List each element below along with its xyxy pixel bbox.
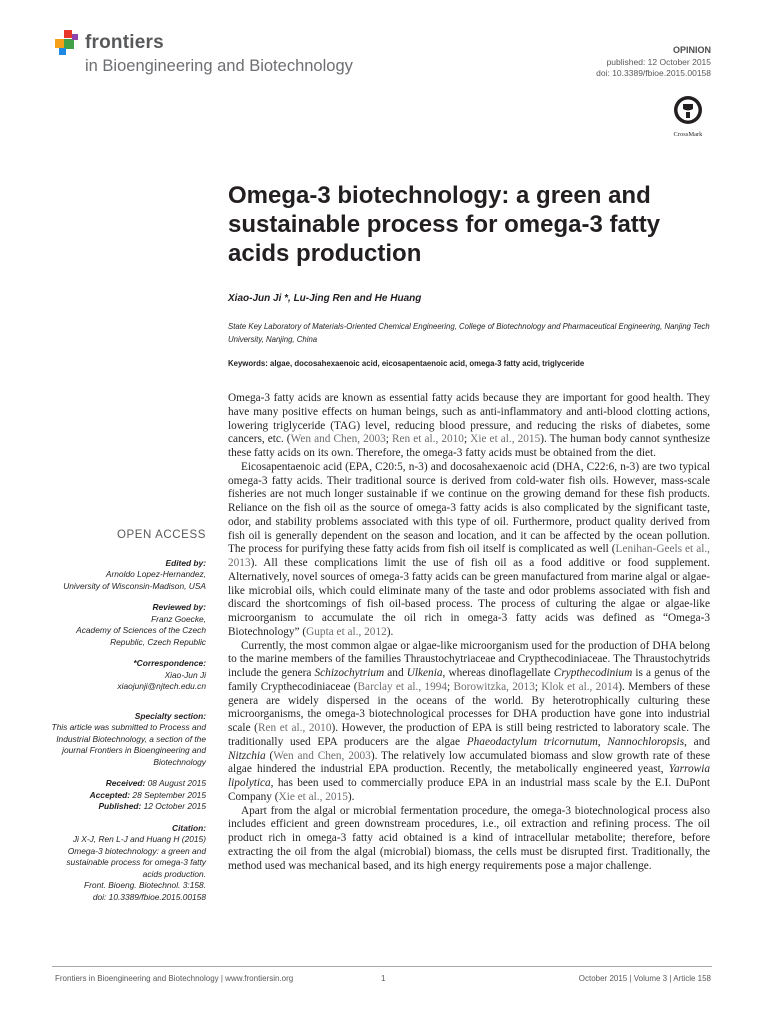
reviewed-by-label: Reviewed by: [152, 602, 206, 612]
brand-name: frontiers [85, 32, 164, 53]
article-meta [596, 45, 711, 79]
reviewer-name: Franz Goecke, [151, 613, 206, 624]
journal-name: in Bioengineering and Biotechnology [85, 57, 353, 75]
footer-issue: October 2015 | Volume 3 | Article 158 [578, 974, 711, 983]
article-title: Omega-3 biotechnology: a green and sustainable process for omega-3 fatty acids production [228, 182, 661, 267]
specialty-section [50, 711, 206, 769]
keywords [228, 359, 584, 368]
accepted-line [50, 790, 206, 802]
correspondence [50, 658, 206, 693]
article-type: OPINION [672, 45, 711, 55]
paragraph-3: Currently, the most common algae or algae-like microorganism used for the production of DHA belong to the marine members of the families Thraustochytriaceae and Crypthecodiniaceae. The Thraustochytrids include the genera Schizochytrium and Ulkenia, whereas dinoflagellate Crypthecodinium is a genus of the family Crypthecodiniaceae (Barclay et al., 1994; Borowitzka, 2013; Klok et al., 2014). Members of these genera are widely dispersed in the oceans of the world. By heterotrophically culturing these microorganisms, the omega-3 biotechnological processes for DHA production have gone into industrial scale (Ren et al., 2010). However, the production of EPA is still being restricted to laboratory scale. The traditionally used EPA producers are the algae Phaeodactylum tricornutum, Nannochloropsis, and Nitzchia (Wen and Chen, 2003). The relatively low accumulated biomass and slow growth rate of these algae hindered the industrial EPA production. Recently, the metabolically engineered yeast, Yarrowia lipolytica, has been used to commercially produce EPA in an industrial mass scale by the E.I. DuPont Company (Xie et al., 2015). [228, 639, 710, 803]
citation-link[interactable]: Gupta et al., 2012 [306, 625, 387, 638]
page-number: 1 [381, 974, 386, 983]
citation [50, 823, 206, 904]
citation-link[interactable]: Lenihan-Geels et al., 2013 [228, 543, 710, 569]
received-line [50, 778, 206, 790]
crossmark-icon [673, 95, 703, 125]
affiliation: State Key Laboratory of Materials-Oriented Chemical Engineering, College of Biotechnology and Pharmaceutical Engineering, Nanjing Tech University, Nanjing, China [228, 322, 710, 344]
open-access-label: OPEN ACCESS [116, 529, 206, 541]
paragraph-4: Apart from the algal or microbial fermentation procedure, the omega-3 biotechnological process also includes efficient and green downstream procedures, i.e., oil extraction and refining process. The oil product rich in omega-3 fatty acid obtained is a kind of intracellular metabolite; therefore, before extracting the oil from the algal (microbial) biomass, the cells must be disrupted first. Traditionally, the method used was mechanical based, and its high energy requirements pose a major challenge. [228, 804, 710, 872]
footer-journal[interactable]: Frontiers in Bioengineering and Biotechnology | www.frontiersin.org [55, 974, 294, 983]
accepted-label: Accepted: [89, 789, 131, 800]
dates [50, 778, 206, 813]
correspondence-name: Xiao-Jun Ji [164, 669, 206, 680]
citation-link[interactable]: Klok et al., 2014 [541, 680, 619, 693]
doi-line[interactable]: doi: 10.3389/fbioe.2015.00158 [596, 68, 711, 78]
specialty-label: Specialty section: [134, 710, 206, 721]
published-line [50, 801, 206, 813]
paragraph-1: Omega-3 fatty acids are known as essential fatty acids because they are important for good health. They have many positive effects on human beings, such as anti-inflammatory and anti-blood clotting actions, lowering triglyceride (TAG) level, reducing blood pressure, and reducing the risks of diabetes, some cancers, etc. (Wen and Chen, 2003; Ren et al., 2010; Xie et al., 2015). The human body cannot synthesize these fatty acids on its own. Therefore, the omega-3 fatty acids must be obtained from the diet. [228, 392, 711, 459]
editor-institution: University of Wisconsin-Madison, USA [63, 580, 206, 591]
footer-divider [52, 966, 712, 967]
frontiers-logo-icon [55, 30, 81, 56]
citation-link[interactable]: Borowitzka, 2013 [453, 680, 535, 693]
accepted-date: 28 September 2015 [132, 789, 206, 800]
citation-link[interactable]: Wen and Chen, 2003 [273, 749, 371, 762]
edited-by-label: Edited by: [165, 557, 206, 568]
correspondence-email[interactable]: xiaojunji@njtech.edu.cn [117, 681, 206, 691]
citation-link[interactable]: Wen and Chen, 2003 [290, 433, 386, 446]
received-label: Received: [105, 778, 146, 788]
citation-label: Citation: [172, 822, 206, 833]
citation-link[interactable]: Barclay et al., 1994 [357, 680, 448, 693]
author-list: Xiao-Jun Ji *, Lu-Jing Ren and He Huang [228, 293, 422, 304]
citation-text: Ji X-J, Ren L-J and Huang H (2015) Omega-3 biotechnology: a green and sustainable process for omega-3 fatty acids production. [66, 834, 206, 879]
reviewed-by [50, 602, 206, 648]
keywords-list: algae, docosahexaenoic acid, eicosapentaenoic acid, omega-3 fatty acid, triglyceride [270, 359, 585, 368]
citation-journal: Front. Bioeng. Biotechnol. 3:158. [84, 880, 206, 890]
editor-name: Arnoldo Lopez-Hernandez, [105, 569, 206, 579]
citation-link[interactable]: Ren et al., 2010 [257, 722, 332, 734]
reviewer-institution: Academy of Sciences of the Czech Republic, Czech Republic [76, 625, 206, 647]
citation-link[interactable]: Xie et al., 2015 [278, 790, 348, 803]
article-body [228, 392, 710, 873]
keywords-label: Keywords: [228, 359, 268, 368]
published-date: 12 October 2015 [143, 801, 206, 811]
specialty-text: This article was submitted to Process and Industrial Biotechnology, a section of the journal Frontiers in Bioengineering and Biotechnology [51, 722, 206, 767]
paragraph-2: Eicosapentaenoic acid (EPA, C20:5, n-3) and docosahexaenoic acid (DHA, C22:6, n-3) are two typical omega-3 fatty acids. Their traditional source is derived from cold-water fish oils. However, mass-scale fisheries are not much longer sustainable if we continue on the growing demand for these fish products. Reliance on the fish oil as the source of omega-3 fatty acids is also complicated by the significant taste, odor, and stability problems associated with this type of oil. Furthermore, product quality derived from fish oil is generally dependent on the season and location, and it can be affected by the ocean pollution. The process for purifying these fatty acids from fish oil itself is complicated as well (Lenihan-Geels et al., 2013). All these complications limit the use of fish oil as a food additive or food supplement. Alternatively, novel sources of omega-3 fatty acids can be green manufactured from marine algal or algae-like microbial oils, which could eliminate many of the taste and odor problems associated with fish and discard the shortcomings of fish oil-based process. The process of culturing the algae or algae-like microorganism to accumulate the oil rich in omega-3 fatty acids was defined as “Omega-3 Biotechnology” (Gupta et al., 2012). [228, 460, 710, 638]
received-date: 08 August 2015 [147, 778, 206, 788]
citation-link[interactable]: Xie et al., 2015 [470, 433, 541, 446]
edited-by [50, 558, 206, 593]
citation-link[interactable]: Ren et al., 2010 [392, 433, 464, 446]
correspondence-label: *Correspondence: [133, 658, 206, 668]
crossmark-badge[interactable] [670, 95, 706, 138]
citation-doi[interactable]: doi: 10.3389/fbioe.2015.00158 [92, 891, 206, 902]
published-line: published: 12 October 2015 [606, 57, 711, 67]
article-sidebar [50, 530, 206, 913]
published-label: Published: [98, 801, 142, 811]
crossmark-label: CrossMark [673, 131, 703, 138]
